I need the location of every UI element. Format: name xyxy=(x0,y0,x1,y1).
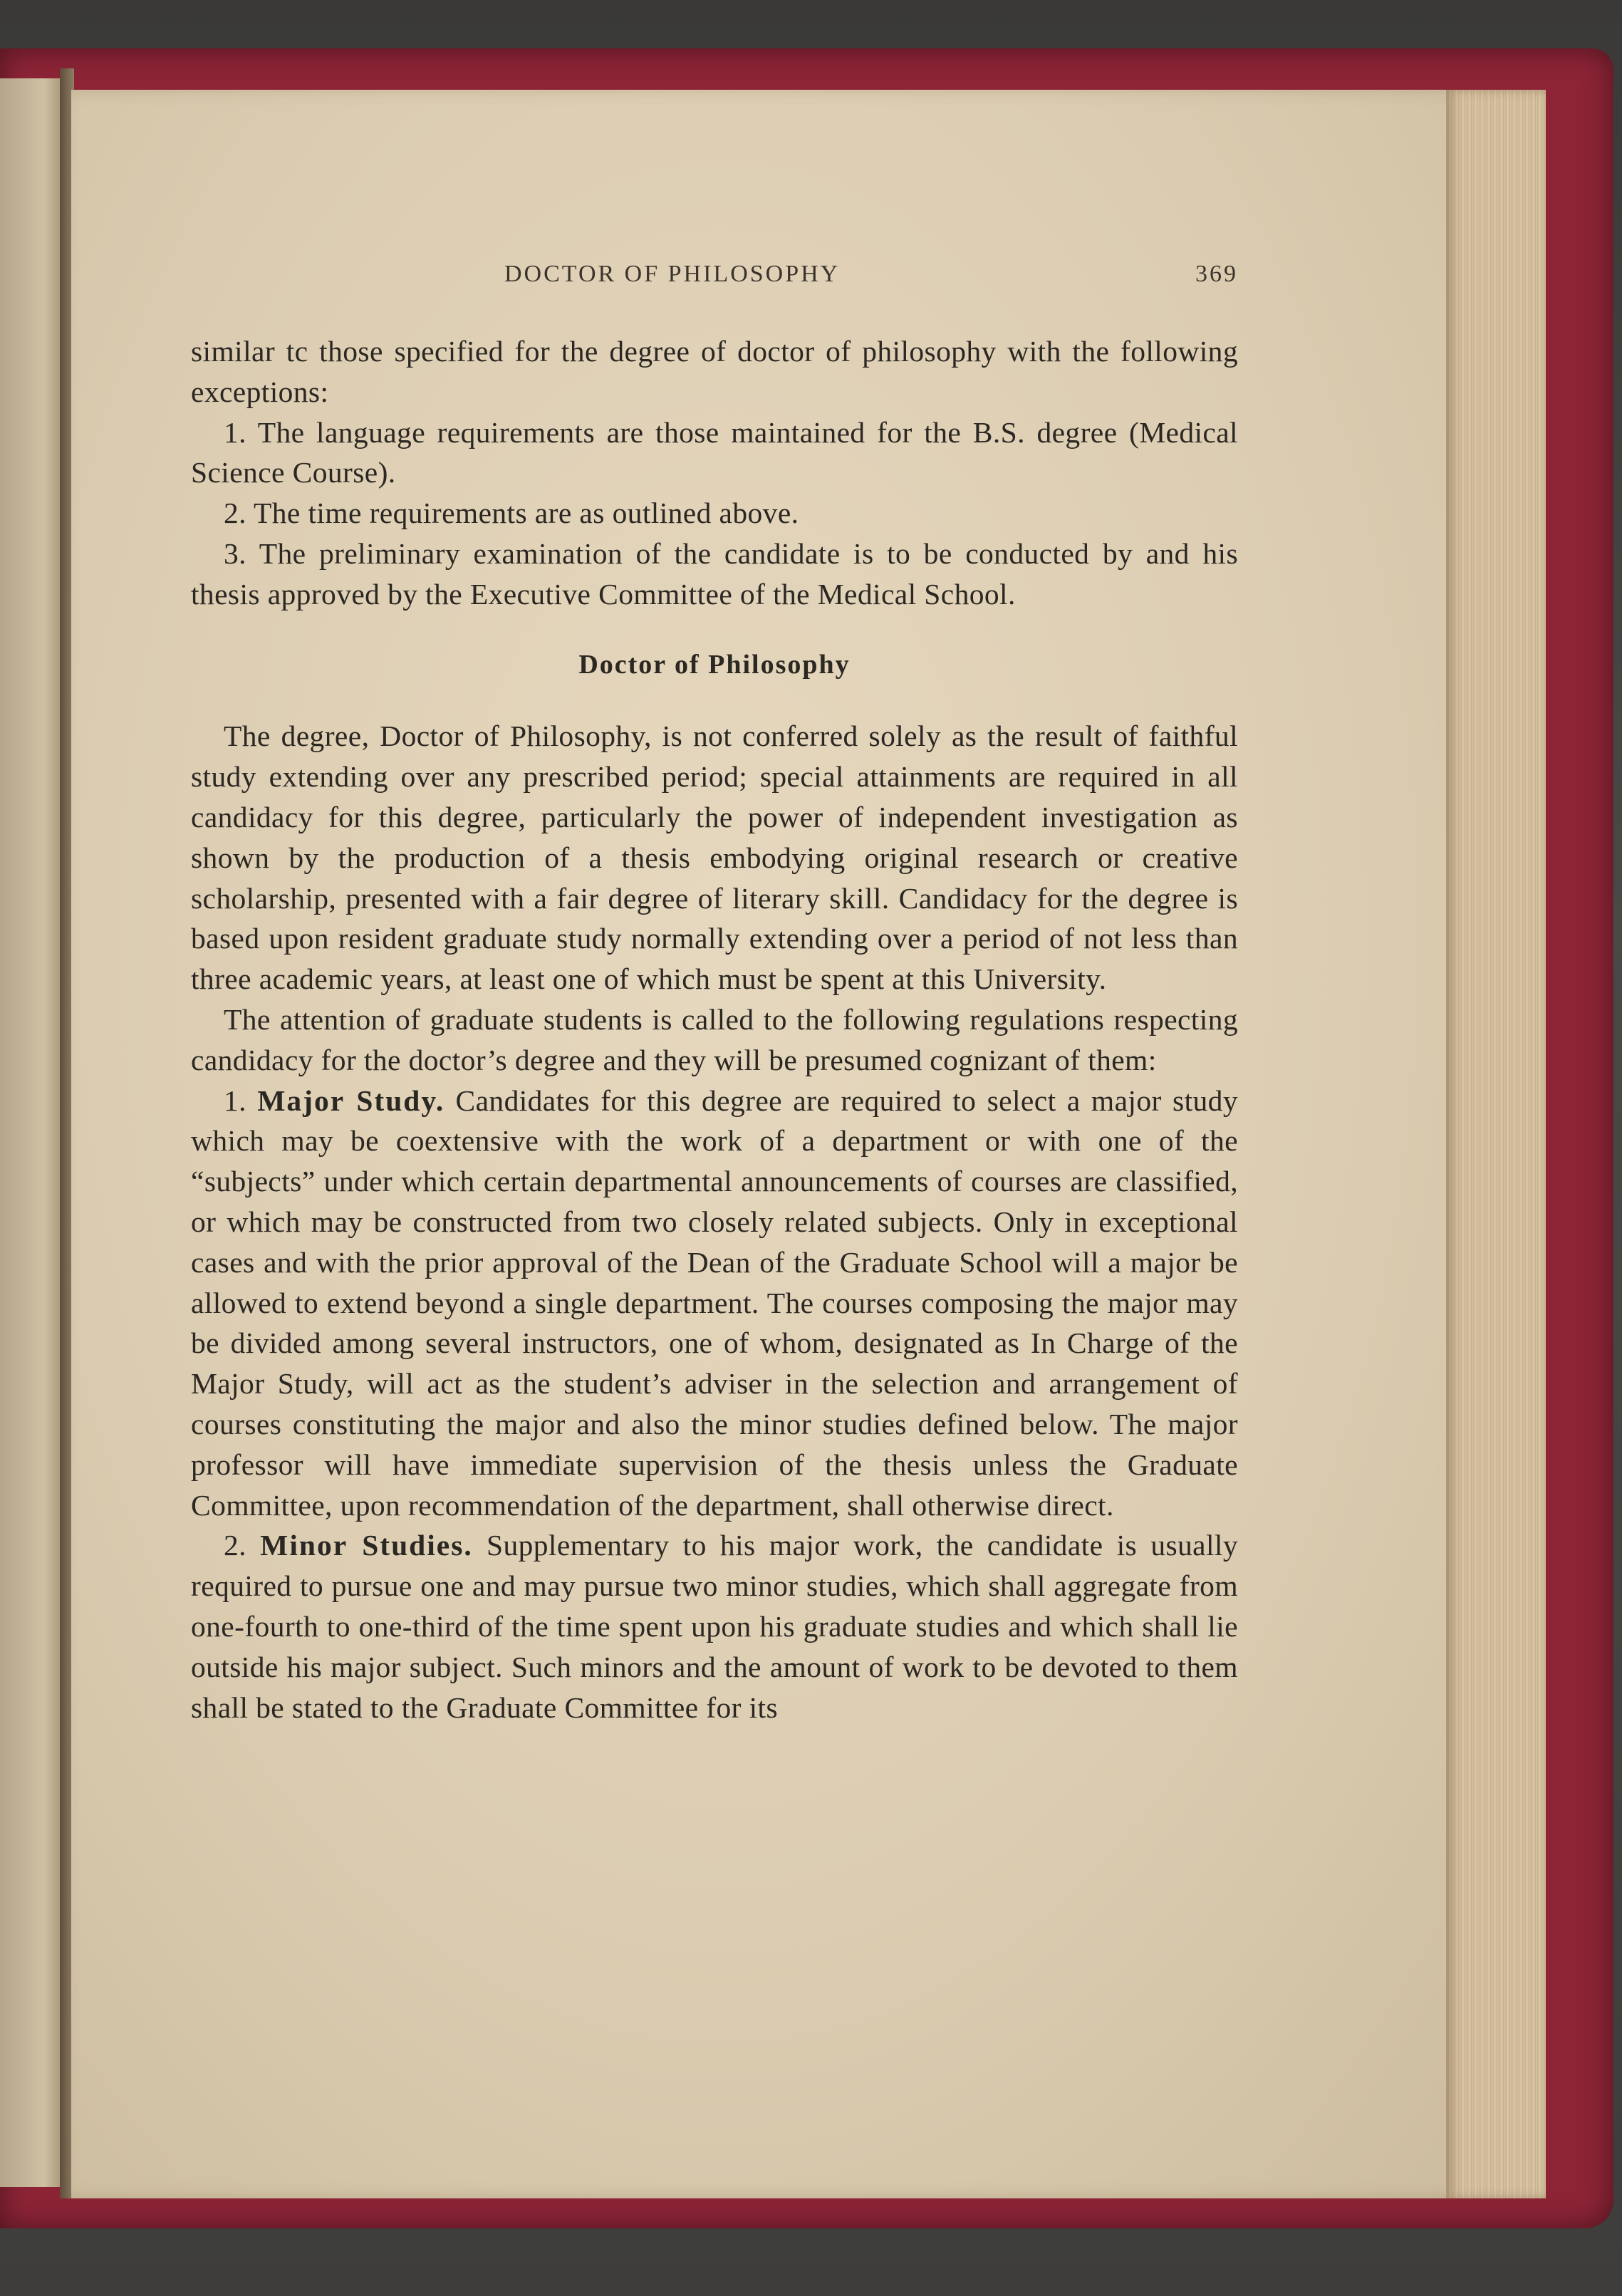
exception-item-2: 2. The time requirements are as outlined above. xyxy=(224,497,799,530)
page-block-edges xyxy=(1446,90,1546,2198)
page-number: 369 xyxy=(1195,261,1238,287)
running-title: DOCTOR OF PHILOSOPHY xyxy=(504,261,841,287)
major-study-item xyxy=(191,1081,1238,1526)
exception-item-3: 3. The preliminary examination of the candidate is to be conducted by and his thesis approved by the Executive Committee of the Medical School. xyxy=(191,536,1238,611)
major-study-title: Major Study. xyxy=(257,1084,445,1117)
facing-page-edge xyxy=(0,78,63,2187)
major-study-number: 1. xyxy=(224,1084,246,1117)
section-heading: Doctor of Philosophy xyxy=(578,649,851,680)
page-body xyxy=(191,331,1238,1728)
exception-item-1: 1. The language requirements are those maintained for the B.S. degree (Medical Science Course). xyxy=(191,415,1238,489)
minor-studies-item xyxy=(191,1525,1238,1728)
attention-paragraph: The attention of graduate students is called to the following regulations respecting candidacy for the doctor’s degree and they will be presumed cognizant of them: xyxy=(191,1002,1238,1076)
intro-paragraph: similar tc those specified for the degree of doctor of philosophy with the following exceptions: xyxy=(191,335,1238,408)
degree-paragraph: The degree, Doctor of Philosophy, is not conferred solely as the result of faithful study extending over any prescribed period; special attainments are required in all candidacy for this degree, particularly the power of independent investigation as shown by the production of a thesis embodying original research or creative scholarship, presented with a fair degree of literary skill. Candidacy for the degree is based upon resident graduate study normally extending over a period of not less than three academic years, at least one of which must be spent at this University. xyxy=(191,720,1238,996)
minor-studies-title: Minor Studies. xyxy=(260,1529,473,1562)
running-head xyxy=(191,251,1238,291)
minor-studies-text: Supplementary to his major work, the candidate is usually required to pursue one and may pursue two minor studies, which shall aggregate from one-fourth to one-third of the time spent upon his graduate studies and which shall lie outside his major subject. Such minors and the amount of work to be devoted to them shall be stated to the Graduate Committee for its xyxy=(191,1529,1238,1724)
major-study-text: Candidates for this degree are required to select a major study which may be coextensive with the work of a department or with one of the “subjects” under which certain departmental announcements of courses are classified, or which may be constructed from two closely related subjects. Only in exceptional cases and with the prior approval of the Dean of the Graduate School will a major be allowed to extend beyond a single department. The courses composing the major may be divided among several instructors, one of whom, designated as In Charge of the Major Study, will act as the student’s adviser in the selection and arrangement of courses constituting the major and also the minor studies defined below. The major professor will have immediate supervision of the thesis unless the Graduate Committee, upon recommendation of the department, shall otherwise direct. xyxy=(191,1084,1238,1522)
minor-studies-number: 2. xyxy=(224,1529,246,1562)
